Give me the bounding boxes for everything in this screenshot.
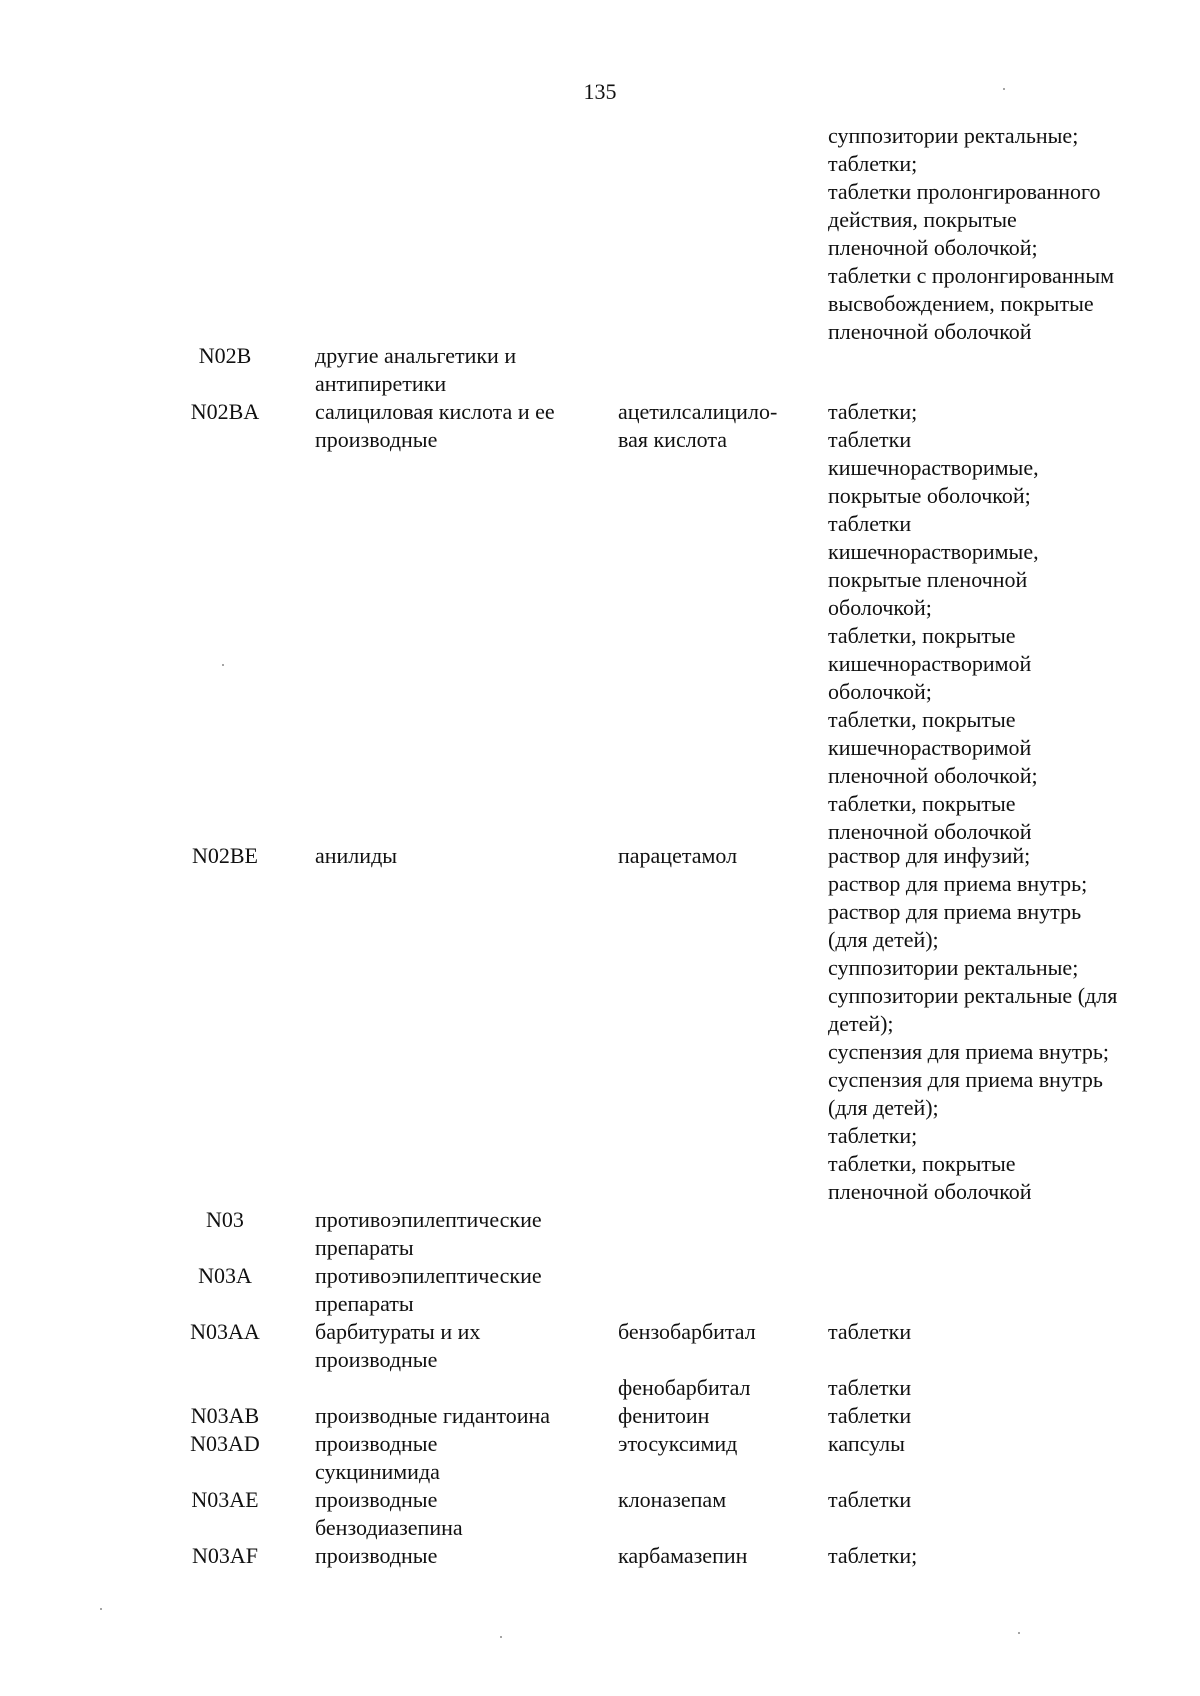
atc-code: N02BA: [190, 399, 260, 424]
dosage-form: таблетки: [828, 1319, 912, 1344]
drug-name: бензобарбитал: [618, 1319, 756, 1344]
atc-code: N03AA: [190, 1319, 260, 1344]
atc-code: N03AE: [191, 1487, 259, 1512]
page-number: 135: [583, 79, 617, 104]
atc-code: N03AB: [190, 1403, 260, 1428]
dosage-form: таблетки: [828, 1487, 912, 1512]
drug-name: карбамазепин: [618, 1543, 748, 1568]
group-name: другие анальгетики и антипиретики: [315, 343, 517, 396]
group-name: производные бензодиазепина: [315, 1487, 463, 1540]
atc-code: N03: [206, 1207, 244, 1232]
drug-name: фенитоин: [618, 1403, 710, 1428]
scan-speck: [100, 1608, 102, 1610]
dosage-form: таблетки: [828, 1403, 912, 1428]
dosage-form: суппозитории ректальные; таблетки; таблетки пролонгированного действия, покрытые пленочной оболочкой; таблетки с пролонгированным высвобождением, покрытые пленочной оболочкой: [828, 123, 1115, 344]
group-name: анилиды: [315, 843, 398, 868]
group-name: производные гидантоина: [315, 1403, 551, 1428]
atc-code: N02BE: [192, 843, 258, 868]
dosage-form: таблетки;: [828, 1543, 918, 1568]
scan-speck: [1003, 88, 1005, 90]
group-name: противоэпилептические препараты: [315, 1207, 542, 1260]
atc-code: N03AF: [191, 1543, 258, 1568]
dosage-form: таблетки: [828, 1375, 912, 1400]
atc-code: N03AD: [190, 1431, 260, 1456]
scan-speck: [1018, 1632, 1020, 1634]
scan-speck: [500, 1636, 502, 1638]
atc-code: N02B: [198, 343, 252, 368]
drug-name: клоназепам: [618, 1487, 727, 1512]
drug-name: парацетамол: [618, 843, 738, 868]
drug-name: ацетилсалицило- вая кислота: [618, 399, 778, 452]
group-name: салициловая кислота и ее производные: [315, 399, 555, 452]
group-name: барбитураты и их производные: [315, 1319, 481, 1372]
drug-name: фенобарбитал: [618, 1375, 751, 1400]
drug-name: этосуксимид: [618, 1431, 738, 1456]
dosage-form: капсулы: [828, 1431, 905, 1456]
dosage-form: раствор для инфузий; раствор для приема внутрь; раствор для приема внутрь (для детей); суппозитории ректальные; суппозитории ректальные (для детей); суспензия для приема внутрь; суспензия для приема внутрь (для детей); таблетки; таблетки, покрытые пленочной оболочкой: [828, 843, 1118, 1204]
group-name: производные сукцинимида: [315, 1431, 440, 1484]
dosage-form: таблетки; таблетки кишечнорастворимые, покрытые оболочкой; таблетки кишечнорастворимые, покрытые пленочной оболочкой; таблетки, покрытые кишечнорастворимой оболочкой; таблетки, покрытые кишечнорастворимой пленочной оболочкой; таблетки, покрытые пленочной оболочкой: [828, 399, 1039, 844]
atc-code: N03A: [198, 1263, 252, 1288]
group-name: противоэпилептические препараты: [315, 1263, 542, 1316]
group-name: производные: [315, 1543, 438, 1568]
scan-speck: [222, 664, 224, 666]
